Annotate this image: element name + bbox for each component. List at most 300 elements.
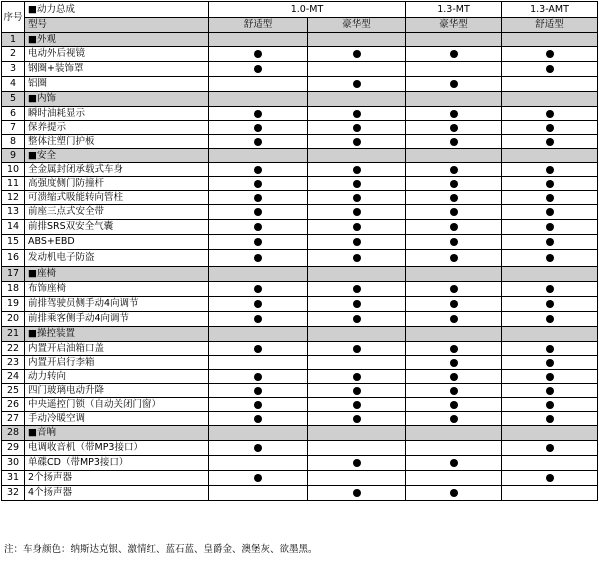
trim-cell	[308, 426, 406, 441]
standard-dot-icon	[546, 373, 554, 381]
trim-cell	[209, 177, 308, 191]
table-row	[2, 163, 598, 177]
trim-cell	[308, 384, 406, 398]
standard-dot-icon	[254, 138, 262, 146]
standard-dot-icon	[254, 474, 262, 482]
trim-cell	[308, 163, 406, 177]
table-row	[2, 47, 598, 62]
standard-dot-icon	[450, 373, 458, 381]
standard-dot-icon	[450, 359, 458, 367]
row-number: 17	[2, 267, 25, 282]
trim-cell	[308, 282, 406, 297]
trim-cell	[308, 327, 406, 342]
standard-dot-icon	[353, 180, 361, 188]
trim-cell	[209, 250, 308, 267]
trim-cell	[406, 471, 502, 486]
trim-cell	[406, 92, 502, 107]
feature-name: 布饰座椅	[25, 282, 209, 297]
trim-header-4: 舒适型	[502, 18, 598, 33]
trim-cell	[308, 441, 406, 456]
section-title: ■内饰	[25, 92, 209, 107]
trim-cell	[406, 47, 502, 62]
standard-dot-icon	[254, 50, 262, 58]
trim-cell	[209, 149, 308, 163]
trim-cell	[308, 77, 406, 92]
standard-dot-icon	[546, 415, 554, 423]
standard-dot-icon	[254, 238, 262, 246]
trim-cell	[406, 205, 502, 220]
trim-cell	[209, 191, 308, 205]
trim-cell	[502, 398, 598, 412]
section-row	[2, 426, 598, 441]
trim-cell	[406, 398, 502, 412]
section-title: ■座椅	[25, 267, 209, 282]
table-row	[2, 250, 598, 267]
trim-cell	[308, 177, 406, 191]
trim-cell	[209, 77, 308, 92]
table-row	[2, 107, 598, 121]
trim-cell	[308, 267, 406, 282]
trim-cell	[502, 486, 598, 501]
trim-cell	[308, 235, 406, 250]
trim-cell	[308, 92, 406, 107]
trim-cell	[209, 33, 308, 47]
powertrain-header: ■动力总成	[25, 2, 209, 18]
row-number: 13	[2, 205, 25, 220]
trim-cell	[209, 312, 308, 327]
trim-cell	[502, 77, 598, 92]
standard-dot-icon	[546, 387, 554, 395]
standard-dot-icon	[450, 223, 458, 231]
trim-cell	[308, 47, 406, 62]
standard-dot-icon	[450, 315, 458, 323]
row-number: 6	[2, 107, 25, 121]
trim-cell	[308, 191, 406, 205]
trim-cell	[308, 486, 406, 501]
row-number: 2	[2, 47, 25, 62]
standard-dot-icon	[254, 373, 262, 381]
row-number: 21	[2, 327, 25, 342]
standard-dot-icon	[254, 387, 262, 395]
trim-cell	[209, 107, 308, 121]
row-number: 16	[2, 250, 25, 267]
standard-dot-icon	[450, 166, 458, 174]
standard-dot-icon	[450, 138, 458, 146]
trim-cell	[308, 456, 406, 471]
trim-cell	[502, 62, 598, 77]
section-title: ■安全	[25, 149, 209, 163]
row-number: 5	[2, 92, 25, 107]
standard-dot-icon	[546, 208, 554, 216]
standard-dot-icon	[254, 194, 262, 202]
trim-cell	[209, 220, 308, 235]
trim-cell	[308, 220, 406, 235]
trim-cell	[502, 177, 598, 191]
standard-dot-icon	[353, 208, 361, 216]
trim-cell	[406, 384, 502, 398]
standard-dot-icon	[546, 124, 554, 132]
trim-cell	[502, 456, 598, 471]
table-row	[2, 441, 598, 456]
standard-dot-icon	[353, 254, 361, 262]
standard-dot-icon	[353, 345, 361, 353]
trim-cell	[209, 342, 308, 356]
section-row	[2, 92, 598, 107]
feature-name: 手动冷暖空调	[25, 412, 209, 426]
row-number: 32	[2, 486, 25, 501]
standard-dot-icon	[254, 124, 262, 132]
trim-cell	[406, 191, 502, 205]
trim-cell	[502, 342, 598, 356]
standard-dot-icon	[353, 459, 361, 467]
trim-cell	[502, 47, 598, 62]
trim-cell	[406, 426, 502, 441]
trim-cell	[406, 297, 502, 312]
row-number: 4	[2, 77, 25, 92]
standard-dot-icon	[546, 474, 554, 482]
trim-cell	[406, 486, 502, 501]
standard-dot-icon	[546, 444, 554, 452]
standard-dot-icon	[254, 315, 262, 323]
trim-cell	[209, 47, 308, 62]
trim-cell	[209, 135, 308, 149]
table-row	[2, 191, 598, 205]
trim-cell	[406, 62, 502, 77]
standard-dot-icon	[254, 415, 262, 423]
trim-cell	[502, 441, 598, 456]
trim-cell	[308, 121, 406, 135]
trim-cell	[406, 267, 502, 282]
table-row	[2, 412, 598, 426]
seq-header: 序号	[2, 2, 25, 33]
feature-name: 前排乘客侧手动4向调节	[25, 312, 209, 327]
table-row	[2, 342, 598, 356]
standard-dot-icon	[546, 166, 554, 174]
trim-cell	[308, 33, 406, 47]
trim-cell	[502, 235, 598, 250]
standard-dot-icon	[353, 238, 361, 246]
spec-table	[1, 1, 598, 501]
row-number: 31	[2, 471, 25, 486]
trim-cell	[502, 163, 598, 177]
trim-cell	[406, 312, 502, 327]
standard-dot-icon	[546, 285, 554, 293]
feature-name: 内置开启行李箱	[25, 356, 209, 370]
row-number: 30	[2, 456, 25, 471]
trim-cell	[406, 456, 502, 471]
standard-dot-icon	[450, 238, 458, 246]
standard-dot-icon	[450, 387, 458, 395]
trim-cell	[209, 297, 308, 312]
row-number: 7	[2, 121, 25, 135]
trim-cell	[406, 149, 502, 163]
trim-cell	[209, 471, 308, 486]
table-row	[2, 356, 598, 370]
trim-cell	[502, 471, 598, 486]
row-number: 26	[2, 398, 25, 412]
trim-cell	[308, 398, 406, 412]
standard-dot-icon	[254, 166, 262, 174]
table-row	[2, 220, 598, 235]
trim-cell	[406, 177, 502, 191]
trim-cell	[406, 327, 502, 342]
feature-name: 保养提示	[25, 121, 209, 135]
trim-cell	[308, 370, 406, 384]
section-row	[2, 33, 598, 47]
feature-name: 整体注塑门护板	[25, 135, 209, 149]
trim-cell	[406, 77, 502, 92]
trim-cell	[502, 297, 598, 312]
trim-cell	[502, 135, 598, 149]
standard-dot-icon	[450, 254, 458, 262]
trim-header-2: 豪华型	[308, 18, 406, 33]
trim-cell	[502, 149, 598, 163]
standard-dot-icon	[546, 138, 554, 146]
trim-cell	[209, 327, 308, 342]
trim-header-3: 豪华型	[406, 18, 502, 33]
trim-cell	[502, 205, 598, 220]
table-row	[2, 205, 598, 220]
standard-dot-icon	[353, 110, 361, 118]
row-number: 9	[2, 149, 25, 163]
row-number: 11	[2, 177, 25, 191]
row-number: 1	[2, 33, 25, 47]
feature-name: 铝圈	[25, 77, 209, 92]
trim-cell	[308, 297, 406, 312]
standard-dot-icon	[450, 401, 458, 409]
trim-cell	[209, 370, 308, 384]
trim-cell	[308, 149, 406, 163]
trim-header-1: 舒适型	[209, 18, 308, 33]
row-number: 24	[2, 370, 25, 384]
standard-dot-icon	[546, 315, 554, 323]
standard-dot-icon	[450, 194, 458, 202]
standard-dot-icon	[450, 208, 458, 216]
standard-dot-icon	[546, 180, 554, 188]
feature-name: 电调收音机（带MP3接口）	[25, 441, 209, 456]
group-header-1-3-amt: 1.3-AMT	[502, 2, 598, 18]
trim-cell	[209, 235, 308, 250]
trim-cell	[502, 267, 598, 282]
standard-dot-icon	[450, 285, 458, 293]
trim-cell	[502, 412, 598, 426]
standard-dot-icon	[353, 124, 361, 132]
trim-cell	[308, 205, 406, 220]
standard-dot-icon	[353, 138, 361, 146]
section-title: ■操控装置	[25, 327, 209, 342]
trim-cell	[209, 441, 308, 456]
trim-cell	[406, 250, 502, 267]
feature-name: 全金属封闭承载式车身	[25, 163, 209, 177]
standard-dot-icon	[353, 285, 361, 293]
table-row	[2, 471, 598, 486]
trim-cell	[406, 220, 502, 235]
trim-cell	[406, 121, 502, 135]
header-row-model	[2, 18, 598, 33]
standard-dot-icon	[450, 180, 458, 188]
trim-cell	[209, 412, 308, 426]
trim-cell	[209, 384, 308, 398]
trim-cell	[406, 135, 502, 149]
feature-name: 高强度侧门防撞杆	[25, 177, 209, 191]
row-number: 28	[2, 426, 25, 441]
model-header: 型号	[25, 18, 209, 33]
standard-dot-icon	[254, 345, 262, 353]
trim-cell	[308, 356, 406, 370]
row-number: 3	[2, 62, 25, 77]
trim-cell	[406, 412, 502, 426]
header-row-powertrain	[2, 2, 598, 18]
trim-cell	[406, 370, 502, 384]
table-row	[2, 297, 598, 312]
trim-cell	[406, 282, 502, 297]
standard-dot-icon	[546, 359, 554, 367]
standard-dot-icon	[353, 166, 361, 174]
section-title: ■外观	[25, 33, 209, 47]
trim-cell	[502, 92, 598, 107]
trim-cell	[209, 282, 308, 297]
standard-dot-icon	[450, 110, 458, 118]
table-row	[2, 398, 598, 412]
table-row	[2, 77, 598, 92]
standard-dot-icon	[546, 401, 554, 409]
trim-cell	[209, 398, 308, 412]
standard-dot-icon	[254, 208, 262, 216]
standard-dot-icon	[254, 110, 262, 118]
table-row	[2, 456, 598, 471]
trim-cell	[209, 267, 308, 282]
standard-dot-icon	[546, 300, 554, 308]
trim-cell	[502, 33, 598, 47]
row-number: 10	[2, 163, 25, 177]
trim-cell	[406, 356, 502, 370]
table-row	[2, 486, 598, 501]
row-number: 23	[2, 356, 25, 370]
trim-cell	[406, 163, 502, 177]
trim-cell	[308, 342, 406, 356]
trim-cell	[406, 342, 502, 356]
standard-dot-icon	[254, 444, 262, 452]
trim-cell	[209, 121, 308, 135]
feature-name: 前座三点式安全带	[25, 205, 209, 220]
row-number: 18	[2, 282, 25, 297]
color-note: 注：车身颜色：纳斯达克银、激情红、蓝石蓝、皇爵金、澳堡灰、欲墨黑。	[4, 544, 318, 555]
section-title: ■音响	[25, 426, 209, 441]
trim-cell	[502, 356, 598, 370]
feature-name: 中央遥控门锁（自动关闭门窗）	[25, 398, 209, 412]
standard-dot-icon	[450, 124, 458, 132]
row-number: 20	[2, 312, 25, 327]
table-row	[2, 62, 598, 77]
row-number: 8	[2, 135, 25, 149]
trim-cell	[308, 135, 406, 149]
trim-cell	[502, 191, 598, 205]
feature-name: 可溃缩式吸能转向管柱	[25, 191, 209, 205]
trim-cell	[209, 62, 308, 77]
standard-dot-icon	[254, 254, 262, 262]
standard-dot-icon	[254, 300, 262, 308]
feature-name: 发动机电子防盗	[25, 250, 209, 267]
standard-dot-icon	[450, 50, 458, 58]
standard-dot-icon	[353, 401, 361, 409]
table-row	[2, 312, 598, 327]
trim-cell	[502, 384, 598, 398]
trim-cell	[502, 107, 598, 121]
standard-dot-icon	[450, 300, 458, 308]
trim-cell	[209, 163, 308, 177]
table-row	[2, 177, 598, 191]
standard-dot-icon	[353, 223, 361, 231]
row-number: 19	[2, 297, 25, 312]
row-number: 25	[2, 384, 25, 398]
standard-dot-icon	[546, 223, 554, 231]
table-row	[2, 121, 598, 135]
section-row	[2, 327, 598, 342]
trim-cell	[209, 356, 308, 370]
feature-name: 瞬时油耗显示	[25, 107, 209, 121]
standard-dot-icon	[254, 285, 262, 293]
trim-cell	[406, 33, 502, 47]
standard-dot-icon	[546, 238, 554, 246]
feature-name: 四门玻璃电动升降	[25, 384, 209, 398]
trim-cell	[209, 426, 308, 441]
standard-dot-icon	[254, 180, 262, 188]
table-row	[2, 235, 598, 250]
standard-dot-icon	[546, 110, 554, 118]
trim-cell	[502, 327, 598, 342]
trim-cell	[308, 312, 406, 327]
trim-cell	[502, 121, 598, 135]
standard-dot-icon	[353, 315, 361, 323]
group-header-1-3-mt: 1.3-MT	[406, 2, 502, 18]
standard-dot-icon	[254, 401, 262, 409]
trim-cell	[502, 312, 598, 327]
standard-dot-icon	[450, 459, 458, 467]
table-row	[2, 370, 598, 384]
feature-name: 2个扬声器	[25, 471, 209, 486]
standard-dot-icon	[353, 80, 361, 88]
feature-name: 钢圈+装饰罩	[25, 62, 209, 77]
table-row	[2, 282, 598, 297]
trim-cell	[308, 412, 406, 426]
standard-dot-icon	[450, 489, 458, 497]
row-number: 29	[2, 441, 25, 456]
feature-name: 前排SRS双安全气囊	[25, 220, 209, 235]
standard-dot-icon	[546, 65, 554, 73]
row-number: 12	[2, 191, 25, 205]
trim-cell	[502, 220, 598, 235]
feature-name: ABS+EBD	[25, 235, 209, 250]
standard-dot-icon	[450, 80, 458, 88]
standard-dot-icon	[254, 223, 262, 231]
standard-dot-icon	[353, 300, 361, 308]
standard-dot-icon	[353, 387, 361, 395]
trim-cell	[406, 441, 502, 456]
trim-cell	[502, 426, 598, 441]
trim-cell	[209, 92, 308, 107]
row-number: 22	[2, 342, 25, 356]
feature-name: 单碟CD（带MP3接口）	[25, 456, 209, 471]
standard-dot-icon	[546, 345, 554, 353]
trim-cell	[308, 107, 406, 121]
trim-cell	[209, 456, 308, 471]
section-row	[2, 267, 598, 282]
feature-name: 内置开启油箱口盖	[25, 342, 209, 356]
standard-dot-icon	[546, 254, 554, 262]
feature-name: 前排驾驶员侧手动4向调节	[25, 297, 209, 312]
standard-dot-icon	[546, 50, 554, 58]
trim-cell	[406, 235, 502, 250]
